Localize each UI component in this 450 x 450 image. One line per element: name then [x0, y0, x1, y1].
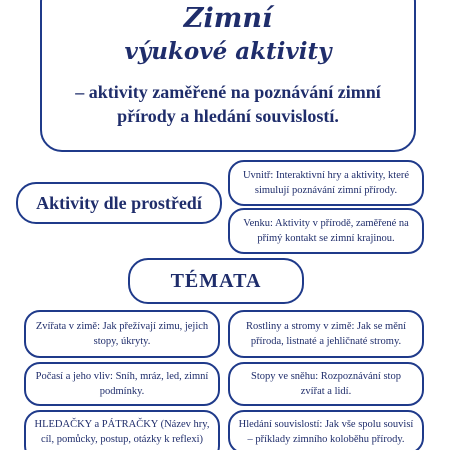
topic-card-plants [228, 310, 424, 358]
topic-text: Počasí a jeho vliv: Sníh, mráz, led, zimní podmínky. [35, 371, 209, 397]
topic-text: Zvířata v zimě: Jak přežívají zimu, jejich stopy, úkryty. [35, 321, 209, 347]
topic-text: Stopy ve sněhu: Rozpoznávání stop zvířat a lidí. [251, 371, 401, 397]
outdoor-activities-box [228, 208, 424, 254]
topic-card-animals [24, 310, 220, 358]
topic-card-connections [228, 410, 424, 450]
environment-heading: Aktivity dle prostředí [36, 192, 202, 213]
page-title: Zimní [183, 3, 273, 34]
topic-text: HLEDAČKY a PÁTRAČKY (Název hry, cíl, pomůcky, postup, otázky k reflexi) [34, 419, 210, 445]
topic-text: Rostliny a stromy v zimě: Jak se mění příroda, listnaté a jehličnaté stromy. [245, 321, 407, 347]
topic-text: Hledání souvislostí: Jak vše spolu souvisí – příklady zimního koloběhu přírody. [238, 419, 414, 445]
topic-card-tracks [228, 362, 424, 406]
title-card [40, 0, 416, 152]
topics-heading-box [128, 258, 304, 304]
topic-card-weather [24, 362, 220, 406]
indoor-activities-box [228, 160, 424, 206]
page-title-line2: výukové aktivity [124, 38, 332, 65]
topics-heading: TÉMATA [170, 269, 262, 292]
environment-heading-box [16, 182, 222, 224]
topic-card-search-games [24, 410, 220, 450]
indoor-activities-text: Uvnitř: Interaktivní hry a aktivity, které simulují poznávání zimní přírody. [242, 170, 410, 196]
page-subtitle: – aktivity zaměřené na poznávání zimní přírody a hledání souvislostí. [75, 82, 381, 126]
outdoor-activities-text: Venku: Aktivity v přírodě, zaměřené na přímý kontakt se zimní krajinou. [243, 218, 409, 244]
